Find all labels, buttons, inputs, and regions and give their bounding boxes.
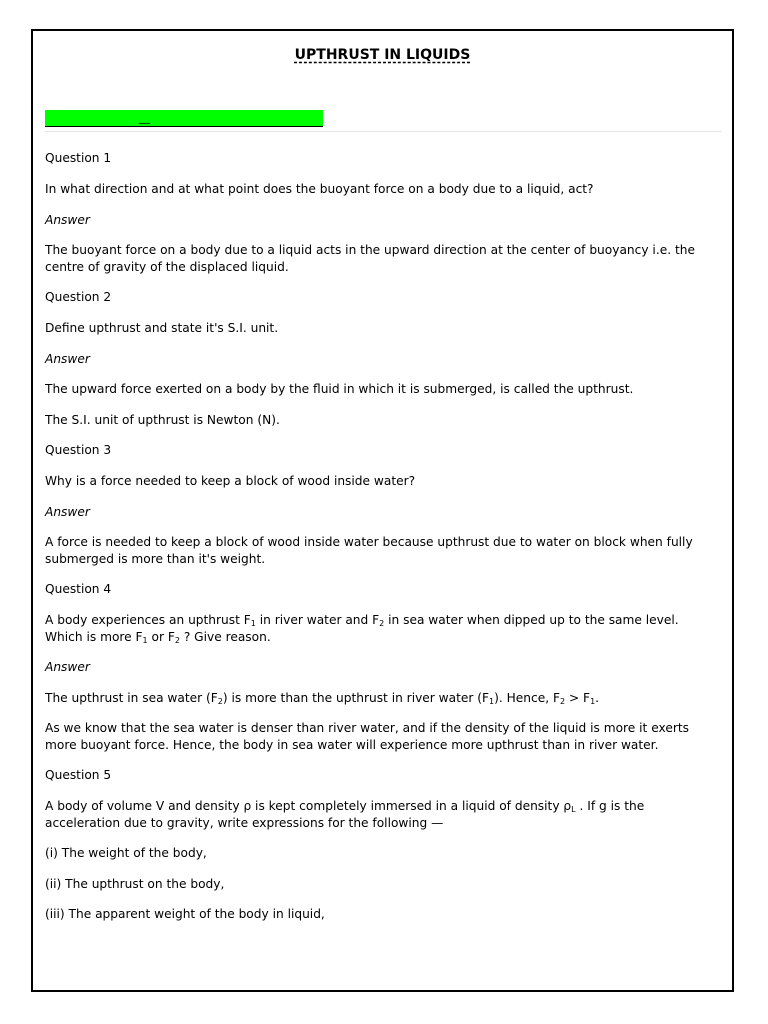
question-4-text [45,612,720,645]
question-5-label: Question 5 [45,768,112,782]
question-2-label: Question 2 [45,290,112,304]
question-5-item-2: (ii) The upthrust on the body, [45,876,225,891]
answer-1-label: Answer [45,212,90,227]
a4-subscript: 2 [217,696,223,706]
answer-1-text: The buoyant force on a body due to a liquid acts in the upward direction at the center of buoyancy i.e. the centre of gravity of the displaced liquid. [45,243,695,274]
q4-text-part: ? Give reason. [179,629,271,644]
answer-2-text-1: The upward force exerted on a body by the fluid in which it is submerged, is called the upthrust. [45,382,634,396]
q4-text-part: A body experiences an upthrust F [45,613,251,627]
answer-4-text-1 [45,690,720,707]
answer-3-text: A force is needed to keep a block of wood inside water because upthrust due to water on block when fully submerged is more than it's weight. [45,535,693,566]
q4-text-part: in river water and F [255,613,380,627]
a4-text-part: ) is more than the upthrust in river water (F [222,690,490,705]
document-page [31,29,734,992]
question-3-label: Question 3 [45,443,112,457]
document-body [45,150,720,937]
divider [45,131,722,132]
q4-subscript: 1 [142,635,148,645]
answer-2-text-2: The S.I. unit of upthrust is Newton (N). [45,412,280,427]
q5-subscript: L [571,805,576,814]
question-1-label: Question 1 [45,151,112,165]
answer-2-label: Answer [45,351,90,366]
answer-3-label: Answer [45,504,90,519]
question-3-text: Why is a force needed to keep a block of wood inside water? [45,474,416,488]
q5-text-part: . If g is the acceleration due to gravity, write expressions for the following — [45,799,645,830]
q4-subscript: 2 [174,635,180,645]
a4-text-part: ). Hence, F [494,690,560,705]
question-1-text: In what direction and at what point does the buoyant force on a body due to a liquid, act? [45,182,594,196]
q4-text-part: or F [147,629,175,644]
question-2-text: Define upthrust and state it's S.I. unit. [45,321,279,335]
q4-subscript: 1 [250,619,256,628]
q4-text-part: in sea water when dipped up to the same level. Which is more F [45,613,679,644]
question-5-text [45,798,720,831]
q5-text-part: A body of volume V and density ρ is kept completely immersed in a liquid of density ρ [45,799,572,813]
highlight-bar [45,110,323,127]
a4-text-part: The upthrust in sea water (F [45,690,218,705]
answer-4-label: Answer [45,660,90,674]
a4-text-part: > F [565,690,591,705]
a4-subscript: 2 [560,696,566,706]
a4-text-part: . [595,690,600,705]
a4-subscript: 1 [590,696,596,706]
document-title [33,47,732,63]
question-5-item-3: (iii) The apparent weight of the body in liquid, [45,907,325,921]
question-4-label: Question 4 [45,582,112,596]
a4-subscript: 1 [489,696,495,706]
title-text: UPTHRUST IN LIQUIDS [294,47,471,63]
answer-4-text-2: As we know that the sea water is denser than river water, and if the density of the liquid is more it exerts more buoyant force. Hence, the body in sea water will experience more upthrust than in river water. [45,721,689,752]
q4-subscript: 2 [379,619,385,628]
highlight-bar-text: __ [139,111,150,124]
question-5-item-1: (i) The weight of the body, [45,846,207,860]
